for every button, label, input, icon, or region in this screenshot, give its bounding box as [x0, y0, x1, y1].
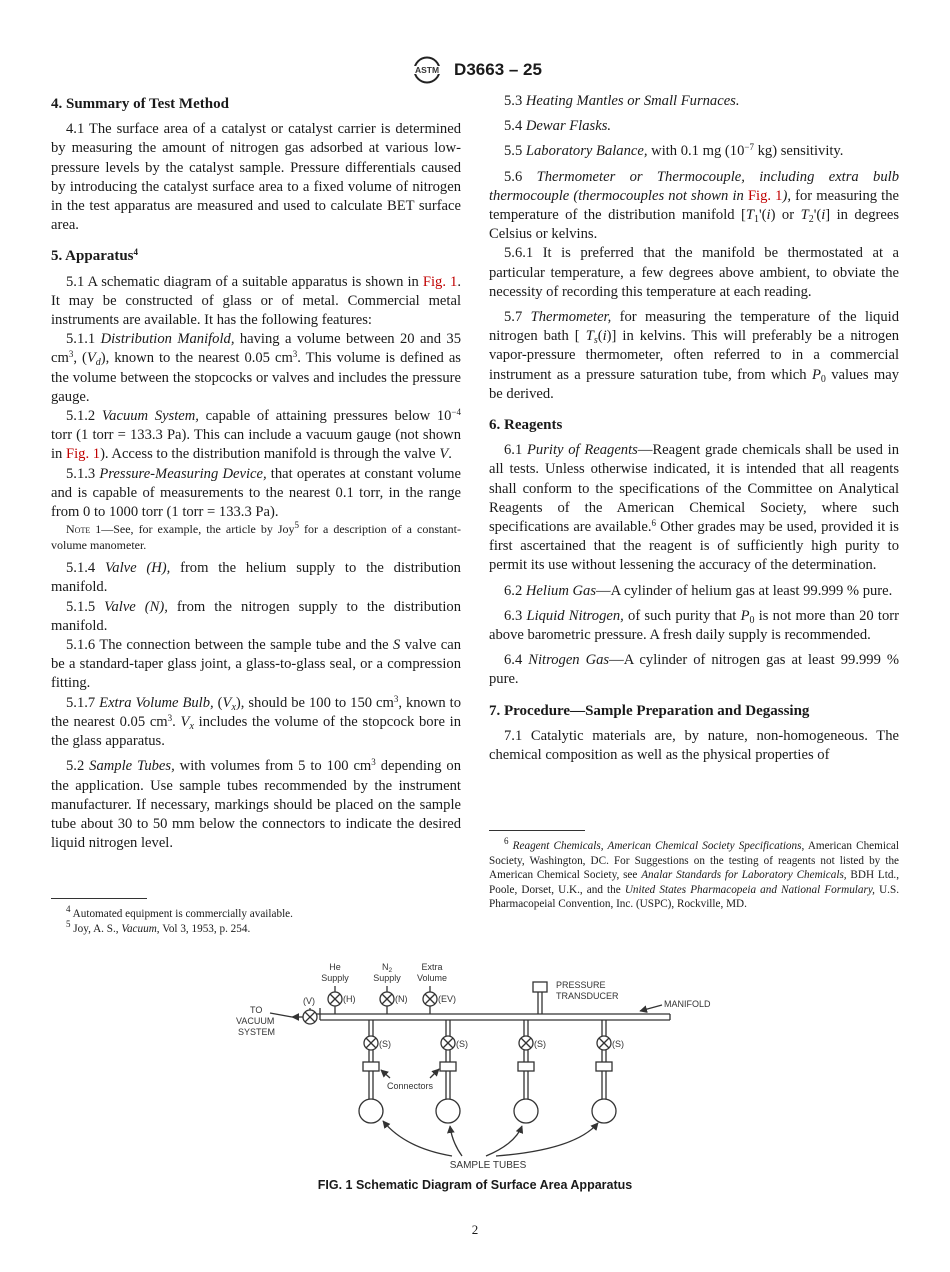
label-valve-s: (S) — [456, 1039, 468, 1049]
para-7-1: 7.1 Catalytic materials are, by nature, non-homogeneous. The chemical composition as well as the physical properties of — [489, 727, 899, 764]
para-5-1-4: 5.1.4 Valve (H), from the helium supply to the distribution manifold. — [51, 560, 461, 596]
label-he: He — [329, 962, 341, 972]
para-5-6: 5.6 Thermometer or Thermocouple, including extra bulb thermocouple (thermocouples not shown in Fig. 1), for measuring the temperature of the distribution manifold [$T_1'(i)$ or $T_2'(i]$ in degrees Celsius or kelvins. — [489, 168, 900, 243]
footnote-rule — [489, 830, 585, 831]
left-column — [51, 92, 461, 859]
right-footnotes — [489, 830, 899, 912]
para-6-1: 6.1 Purity of Reagents—Reagent grade chemicals shall be used in all tests. Unless otherwise indicated, it is intended that all reagents shall conform to the specifications of the Committee on Analytical Reagents of the American Chemical Society, where such specifications are available.$^6$ Other grades may be used, provided it is first ascertained that the reagent is of sufficiently high purity to permit its use without lessening the accuracy of the determination. — [489, 442, 899, 574]
label-to: TO — [250, 1005, 263, 1015]
label-pressure: PRESSURE — [556, 980, 606, 990]
label-n2-supply: Supply — [373, 973, 401, 983]
sample-tube-2 — [436, 1020, 460, 1123]
label-transducer: TRANSDUCER — [556, 991, 619, 1001]
para-5-1-7: 5.1.7 Extra Volume Bulb, $(V_x)$, should be 100 to 150 $cm^3$, known to the nearest 0.05 $cm^3$. $V_x$ includes the volume of the stopcock bore in the glass apparatus. — [51, 693, 462, 750]
note-1: Note 1—See, for example, the article by Joy$^5$ for a description of a constant-volume manometer. — [51, 520, 462, 552]
para-5-5: 5.5 Laboratory Balance, with 0.1 mg ($10^{-7}$ kg) sensitivity. — [504, 142, 844, 160]
fig-1-link[interactable]: Fig. 1 — [422, 273, 458, 290]
section-6-heading: 6. Reagents — [489, 417, 563, 434]
para-5-1-3: 5.1.3 Pressure-Measuring Device, that operates at constant volume and is capable of measurements to the nearest 0.1 torr, in the range from 0 to 1000 torr (1 torr = 133.3 Pa). — [51, 465, 461, 521]
fig-1-link[interactable]: Fig. 1 — [66, 446, 101, 463]
label-n2: $N_2$ — [381, 962, 393, 974]
para-6-3: 6.3 Liquid Nitrogen, of such purity that $P_0$ is not more than 20 torr above barometric pressure. A fresh daily supply is recommended. — [489, 607, 899, 644]
designation: D3663 – 25 — [454, 60, 542, 79]
para-5-1-2: 5.1.2 Vacuum System, capable of attaining pressures below $10^{-4}$ torr (1 torr = 133.3 Pa). This can include a vacuum gauge (not shown in Fig. 1). Access to the distribution manifold is through the valve V. — [51, 407, 461, 463]
para-5-1-5: 5.1.5 Valve (N), from the nitrogen supply to the distribution manifold. — [51, 598, 461, 634]
label-valve-v: (V) — [303, 996, 315, 1006]
label-he-supply: Supply — [321, 973, 349, 983]
footnote-5: $^5$ Joy, A. S., Vacuum, Vol 3, 1953, p. 254. — [66, 918, 251, 935]
para-5-4: 5.4 Dewar Flasks. — [504, 118, 612, 135]
label-sample-tubes: SAMPLE TUBES — [449, 1160, 527, 1171]
label-valve-s: (S) — [534, 1039, 546, 1049]
sample-tube-3 — [514, 1020, 538, 1123]
fig-1-link[interactable]: Fig. 1 — [747, 187, 783, 204]
label-extra: Extra — [421, 962, 443, 972]
right-column — [489, 92, 899, 771]
label-system: SYSTEM — [238, 1027, 276, 1037]
para-5-1: 5.1 A schematic diagram of a suitable apparatus is shown in Fig. 1. It may be constructed of glass or of metal. Commercial metal instruments are available. It has the following features: — [51, 273, 461, 329]
label-connectors: Connectors — [387, 1081, 434, 1091]
label-extra-volume: Volume — [416, 973, 448, 983]
pressure-transducer-icon — [533, 982, 547, 992]
para-5-3: 5.3 Heating Mantles or Small Furnaces. — [504, 93, 740, 109]
para-4-1: 4.1 The surface area of a catalyst or catalyst carrier is determined by measuring the amount of nitrogen gas adsorbed at various low-pressure levels by the catalyst sample. Pressure differentials caused by introducing the catalyst surface area to a fixed volume of nitrogen in the test apparatus are measured and used to calculate BET surface area. — [51, 121, 461, 234]
page-header — [0, 56, 950, 84]
footnote-6: $^6$ Reagent Chemicals, American Chemical Society Specifications, American Chemical Society, Washington, DC. For Suggestions on the testing of reagents not listed by the American Chemical Society, see Analar Standards for Laboratory Chemicals, BDH Ltd., Poole, Dorset, U.K., and the United States Pharmacopeia and National Formulary, U.S. Pharmacopeial Convention, Inc. (USPC), Rockville, MD. — [489, 836, 900, 910]
para-5-6-1: 5.6.1 It is preferred that the manifold be thermostated at a particular temperature, a few degrees above ambient, to obviate the necessity of recording this temperature at each reading. — [489, 245, 899, 300]
para-6-2: 6.2 Helium Gas—A cylinder of helium gas at least 99.999 % pure. — [504, 582, 893, 599]
para-5-2: 5.2 Sample Tubes, with volumes from 5 to 100 $cm^3$ depending on the application. Use sample tubes recommended by the instrument manufacturer. If necessary, markings should be placed on the sample tube about 30 to 50 mm below the connectors to indicate the desired liquid nitrogen level. — [51, 757, 461, 852]
section-5-heading: 5. Apparatus$^4$ — [51, 247, 139, 265]
para-6-4: 6.4 Nitrogen Gas—A cylinder of nitrogen gas at least 99.999 % pure. — [489, 652, 900, 688]
label-manifold: MANIFOLD — [664, 999, 711, 1009]
figure-1-schematic — [230, 958, 720, 1173]
para-5-1-1: 5.1.1 Distribution Manifold, having a volume between 20 and 35 $cm^3$, $(V_d)$, known to the nearest 0.05 $cm^3$. This volume is defined as the volume between the stopcocks or valves and includes the pressure gauge. — [51, 331, 462, 405]
para-5-7: 5.7 Thermometer, for measuring the temperature of the liquid nitrogen bath [ $T_s(i)$] in kelvins. This will preferably be a nitrogen vapor-pressure thermometer, often referred to in a commercial instrument as a pressure saturation tube, from which $P_0$ values may be derived. — [489, 309, 900, 402]
para-5-1-6: 5.1.6 The connection between the sample tube and the S valve can be a standard-taper glass joint, a glass-to-glass seal, or a compression fitting. — [51, 637, 461, 692]
logo-text: ASTM — [415, 65, 440, 75]
section-4-heading: 4. Summary of Test Method — [51, 96, 229, 112]
left-footnotes — [51, 898, 461, 936]
label-vacuum: VACUUM — [236, 1016, 275, 1026]
label-valve-s: (S) — [612, 1039, 624, 1049]
label-valve-ev: (EV) — [438, 994, 456, 1004]
apparatus-diagram — [230, 958, 720, 1173]
figure-caption: FIG. 1 Schematic Diagram of Surface Area Apparatus — [317, 1178, 633, 1192]
sample-tube-4 — [592, 1020, 616, 1123]
label-valve-h: (H) — [343, 994, 356, 1004]
footnote-4: $^4$ Automated equipment is commercially available. — [66, 904, 293, 920]
sample-tube-1 — [359, 1020, 383, 1123]
section-7-heading: 7. Procedure—Sample Preparation and Degassing — [489, 702, 810, 719]
footnote-rule — [51, 898, 147, 899]
label-valve-n: (N) — [395, 994, 408, 1004]
page-number: 2 — [471, 1222, 479, 1237]
label-valve-s: (S) — [379, 1039, 391, 1049]
astm-logo-icon — [408, 56, 446, 84]
